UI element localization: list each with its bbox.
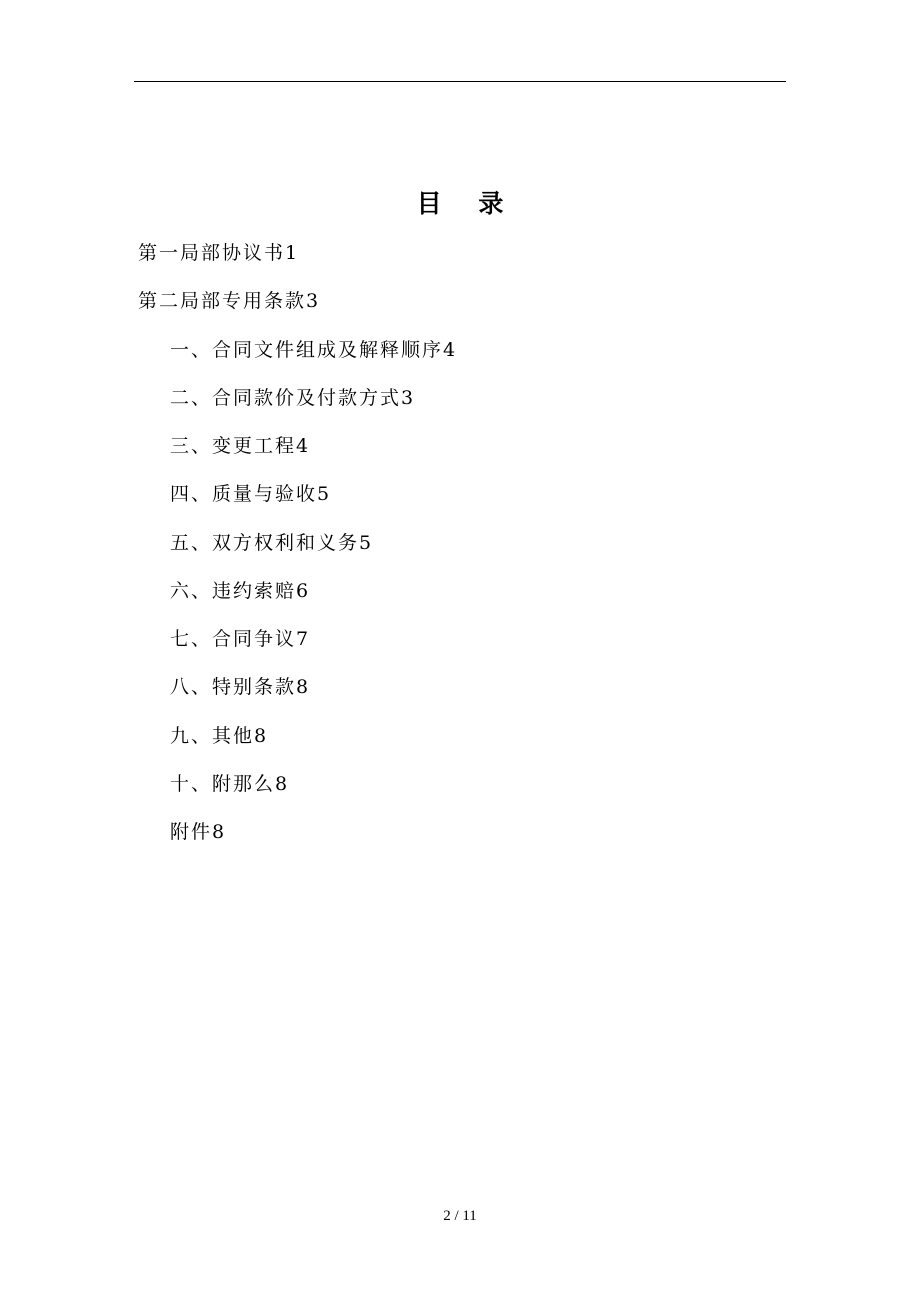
toc-entry[interactable]: [170, 625, 310, 653]
toc-entry-label: 附件: [170, 821, 213, 843]
toc-entry-page: 5: [317, 483, 332, 505]
toc-entry-page: 4: [296, 435, 311, 457]
toc-entry-page: 6: [296, 580, 311, 602]
toc-entry-page: 5: [359, 532, 374, 554]
toc-entry-label: 六、违约索赔: [170, 580, 297, 602]
toc-entry-page: 7: [296, 628, 311, 650]
toc-entry-label: 八、特别条款: [170, 676, 297, 698]
toc-entry-page: 8: [275, 773, 290, 795]
toc-entry[interactable]: [170, 384, 415, 412]
toc-title: 目 录: [416, 189, 518, 218]
toc-entry[interactable]: [170, 577, 310, 605]
toc-entry-label: 第一局部协议书: [138, 242, 286, 264]
toc-entry-label: 三、变更工程: [170, 435, 297, 457]
toc-entry-page: 8: [212, 821, 227, 843]
toc-entry[interactable]: [170, 480, 331, 508]
toc-entry-page: 3: [401, 387, 416, 409]
toc-entry-label: 十、附那么: [170, 773, 276, 795]
toc-entry-page: 4: [443, 339, 458, 361]
toc-entry-label: 七、合同争议: [170, 628, 297, 650]
toc-entry[interactable]: [170, 818, 226, 846]
toc-entry-label: 一、合同文件组成及解释顺序: [170, 339, 444, 361]
toc-entry-label: 五、双方权利和义务: [170, 532, 360, 554]
toc-entry-label: 四、质量与验收: [170, 483, 318, 505]
toc-entry-label: 第二局部专用条款: [138, 290, 307, 312]
toc-entry[interactable]: [138, 287, 320, 315]
toc-entry[interactable]: [170, 432, 310, 460]
toc-entry-page: 8: [254, 725, 269, 747]
toc-entry[interactable]: [138, 239, 299, 267]
toc-entry-page: 3: [306, 290, 321, 312]
toc-entry[interactable]: [170, 722, 268, 750]
toc-entry-page: 1: [285, 242, 300, 264]
toc-entry[interactable]: [170, 770, 289, 798]
toc-entry-label: 二、合同款价及付款方式: [170, 387, 402, 409]
toc-entry-page: 8: [296, 676, 311, 698]
toc-entry[interactable]: [170, 529, 373, 557]
toc-entry[interactable]: [170, 673, 310, 701]
page-number: 2 / 11: [443, 1208, 477, 1224]
toc-entry[interactable]: [170, 336, 457, 364]
toc-entry-label: 九、其他: [170, 725, 255, 747]
